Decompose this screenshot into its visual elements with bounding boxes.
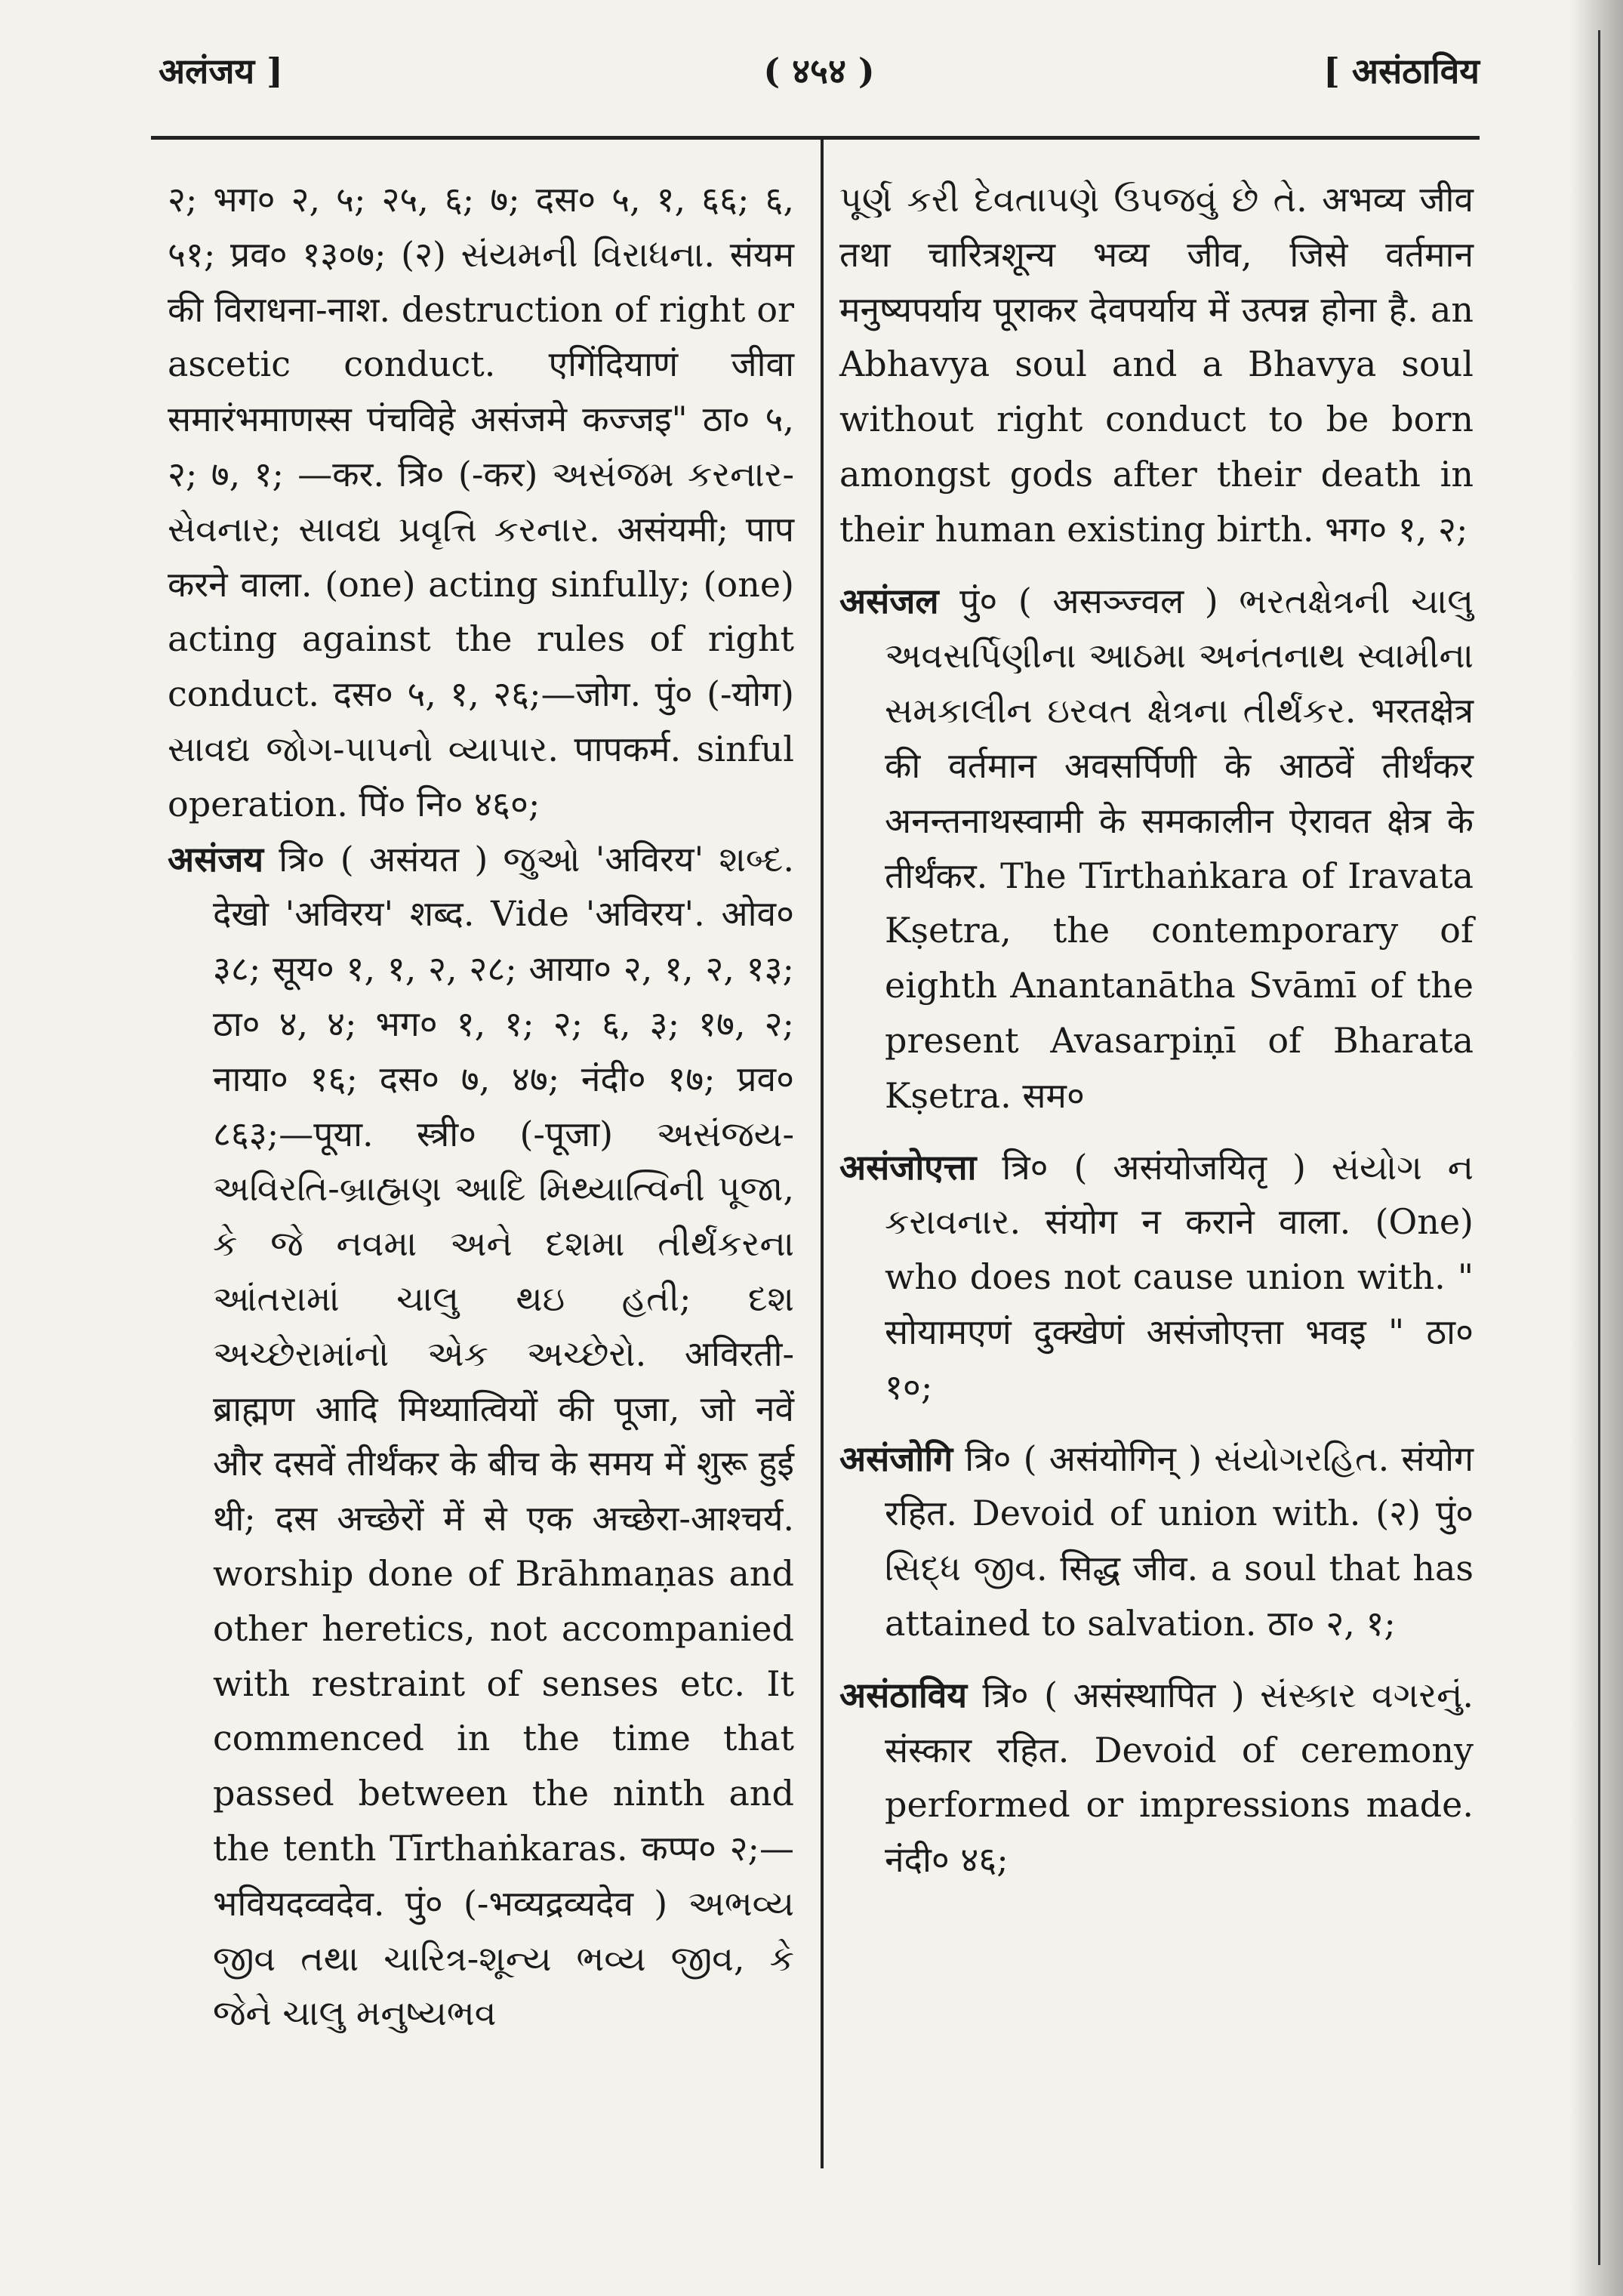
entry-text: પૂર્ણ કરી દેવતાપણે ઉપજવું છે તે. अभव्य जीव तथा चारित्रशून्य भव्य जीव, जिसे वर्तमान मनुष्यपर्याय पूराकर देवपर्याय में उत्पन्न होना है. an Abhavya soul and a Bhavya soul without right conduct to be born amongst gods after their death in their human existing birth. भग० १, २; [839,179,1474,550]
dictionary-entry [168,832,794,2042]
entry-continuation [168,172,794,832]
headword: असंजोएत्ता [839,1146,977,1188]
headword: असंठाविय [839,1674,968,1715]
header-left-guide-word: अलंजय ] [159,51,283,91]
page-edge-line [1598,30,1600,2265]
entry-text: २; भग० २, ५; २५, ६; ७; दस० ५, १, ६६; ६, ५१; प्रव० १३०७; (२) સંયમની વિરાધના. संयम की विराधना-नाश. destruction of right or ascetic conduct. एगिंदियाणं जीवा समारंभमाणस्स पंचविहे असंजमे कज्जइ" ठा० ५, २; ७, १; —कर. त्रि० (-कर) અસંજમ કરનાર- સેવનાર; સાવદ્ય પ્રવૃત્તિ કરનાર. असंयमी; पाप करने वाला. (one) acting sinfully; (one) acting against the rules of right conduct. दस० ५, १, २६;—जोग. पुं० (-योग) સાવદ્ય જોગ-પાપનો વ્યાપાર. पापकर्म. sinful operation. पिं० नि० ४६०; [168,179,794,824]
left-column [168,172,794,2041]
dictionary-entry [839,1432,1474,1651]
entry-text: त्रि० ( असंस्थापित ) સંસ્કાર વગરનું. संस्कार रहित. Devoid of ceremony performed or impressions made. नंदी० ४६; [885,1674,1474,1881]
entry-text: त्रि० ( असंयत ) જુઓ 'अविरय' શબ્દ. देखो 'अविरय' शब्द. Vide 'अविरय'. ओव० ३८; सूय० १, १, २, २८; आया० २, १, २, १३; ठा० ४, ४; भग० १, १; २; ६, ३; १७, २; नाया० १६; दस० ७, ४७; नंदी० १७; प्रव० ८६३;—पूया. स्त्री० (-पूजा) અસંજય-અવિરતિ-બ્રાહ્મણ આદિ મિથ્યાત્વિની પૂજા, કે જે નવમા અને દશમા તીર્થંકરના આંતરામાં ચાલુ થઇ હતી; દશ અચ્છેરામાંનો એક અચ્છેરો. अविरती-ब्राह्मण आदि मिथ्यात्वियों की पूजा, जो नवें और दसवें तीर्थंकर के बीच के समय में शुरू हुई थी; दस अच्छेरों में से एक अच्छेरा-आश्चर्य. worship done of Brāhmaṇas and other heretics, not accompanied with restraint of senses etc. It commenced in the time that passed between the ninth and the tenth Tīrthaṅkaras. कप्प० २;—भवियदव्वदेव. पुं० (-भव्यद्रव्यदेव ) અભવ્ય જીવ તથા ચારિત્ર-શૂન્ય ભવ્ય જીવ, કે જેને ચાલુ મનુષ્યભવ [213,838,794,2034]
entry-continuation [839,172,1474,557]
page-header [159,47,1480,100]
headword: असंजल [839,580,939,621]
entry-text: त्रि० ( असंयोगिन् ) સંયોગરહિત. संयोग रहित. Devoid of union with. (२) पुं० સિદ્ધ જીવ. सिद्ध जीव. a soul that has attained to salvation. ठा० २, १; [885,1438,1474,1644]
dictionary-entry [839,1668,1474,1888]
headword: असंजय [168,838,264,880]
column-divider [821,137,824,2168]
entry-text: पुं० ( असञ्ज्वल ) ભરતક્ષેત્રની ચાલુ અવસર્પિણીના આઠમા અનંતનાથ સ્વામીના સમકાલીન ઇરવત ક્ષેત્રના તીર્થંકર. भरतक्षेत्र की वर्तमान अवसर्पिणी के आठवें तीर्थंकर अनन्तनाथस्वामी के समकालीन ऐरावत क्षेत्र के तीर्थंकर. The Tīrthaṅkara of Iravata Kṣetra, the contemporary of eighth Anantanātha Svāmī of the present Avasarpiṇī of Bharata Kṣetra. सम० [885,580,1474,1116]
entry-text: त्रि० ( असंयोजयितृ ) સંયોગ ન કરાવનાર. संयोग न कराने वाला. (One) who does not cause union with. " सोयामएणं दुक्खेणं असंजोएत्ता भवइ " ठा० १०; [885,1146,1474,1407]
headword: असंजोगि [839,1438,953,1479]
right-column [839,172,1474,1888]
header-rule [151,136,1480,140]
dictionary-entry [839,1140,1474,1415]
page-number: ( ४५४ ) [763,51,875,91]
header-right-guide-word: [ असंठाविय [1323,51,1480,91]
dictionary-entry [839,574,1474,1123]
scanned-page-edge [1570,0,1623,2296]
